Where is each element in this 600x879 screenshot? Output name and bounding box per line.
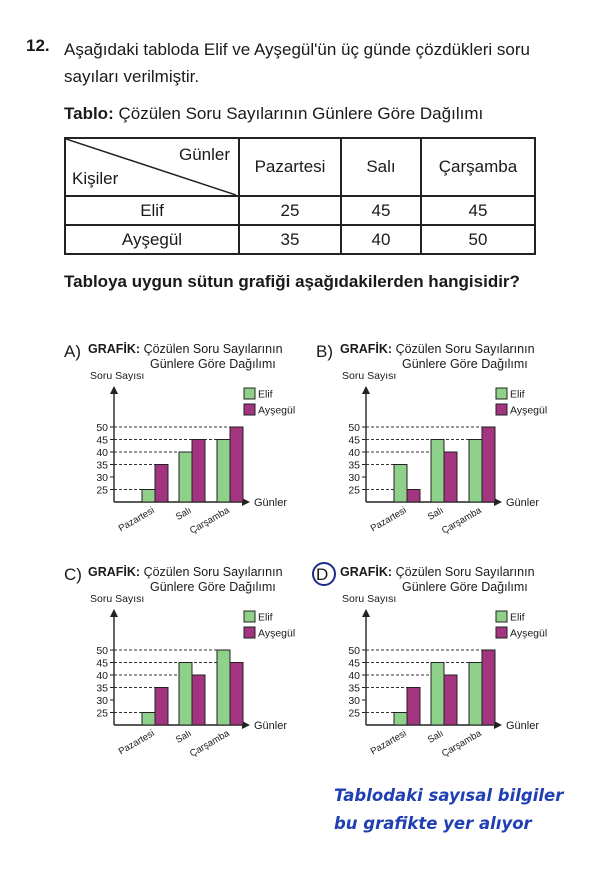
x-tick-label: Salı bbox=[425, 728, 446, 746]
y-axis-label: Soru Sayısı bbox=[342, 593, 397, 605]
answer-circle-mark bbox=[312, 562, 336, 586]
x-tick-label: Çarşamba bbox=[440, 728, 484, 760]
chart-title-line2: Günlere Göre Dağılımı bbox=[402, 580, 528, 594]
table-row-label: Elif bbox=[65, 196, 239, 225]
y-tick-label: 30 bbox=[96, 695, 108, 707]
y-axis-label: Soru Sayısı bbox=[90, 370, 145, 382]
table-cell: 45 bbox=[341, 196, 421, 225]
corner-top-label: Günler bbox=[178, 145, 230, 164]
bar-ayşegül bbox=[444, 452, 457, 502]
chart-title-bold: GRAFİK: bbox=[340, 565, 396, 579]
legend-label: Ayşegül bbox=[510, 404, 548, 417]
legend-label: Ayşegül bbox=[258, 627, 296, 640]
table-corner-cell bbox=[65, 138, 239, 196]
table-cell: 50 bbox=[421, 225, 535, 254]
y-axis-label: Soru Sayısı bbox=[90, 593, 145, 605]
legend-swatch bbox=[496, 388, 507, 399]
y-tick-label: 40 bbox=[348, 447, 360, 459]
bar-ayşegül bbox=[444, 675, 457, 725]
y-tick-label: 40 bbox=[348, 670, 360, 682]
bar-ayşegül bbox=[482, 427, 495, 502]
x-tick-label: Salı bbox=[173, 728, 194, 746]
chart-title-line2: Günlere Göre Dağılımı bbox=[150, 357, 276, 371]
bar-elif bbox=[431, 440, 444, 503]
table-cell: 40 bbox=[341, 225, 421, 254]
y-tick-label: 50 bbox=[96, 645, 108, 657]
legend-label: Elif bbox=[258, 388, 273, 401]
y-tick-label: 50 bbox=[348, 422, 360, 434]
option-a[interactable] bbox=[64, 342, 324, 557]
legend-label: Ayşegül bbox=[258, 404, 296, 417]
legend-swatch bbox=[496, 404, 507, 415]
legend-swatch bbox=[496, 627, 507, 638]
y-axis-label: Soru Sayısı bbox=[342, 370, 397, 382]
y-tick-label: 45 bbox=[96, 657, 108, 670]
bar-elif bbox=[469, 440, 482, 503]
table-caption-bold: Tablo: bbox=[64, 104, 114, 123]
bar-elif bbox=[142, 490, 155, 503]
option-d[interactable] bbox=[316, 565, 576, 780]
table-caption-text: Çözülen Soru Sayılarının Günlere Göre Dağılımı bbox=[118, 104, 484, 123]
table-header-cell: Salı bbox=[341, 138, 421, 196]
bar-elif bbox=[142, 713, 155, 726]
bar-elif bbox=[217, 440, 230, 503]
bar-chart bbox=[316, 593, 576, 783]
chart-title-line1: Çözülen Soru Sayılarının bbox=[395, 565, 535, 579]
bar-chart bbox=[64, 593, 324, 783]
table-row bbox=[65, 196, 535, 225]
bar-ayşegül bbox=[407, 490, 420, 503]
x-tick-label: Salı bbox=[173, 505, 194, 523]
x-axis-label: Günler bbox=[254, 497, 288, 509]
legend-swatch bbox=[244, 388, 255, 399]
table-row bbox=[65, 225, 535, 254]
bar-elif bbox=[179, 663, 192, 726]
bar-ayşegül bbox=[482, 650, 495, 725]
legend-label: Elif bbox=[510, 388, 525, 401]
table-header-cell: Pazartesi bbox=[239, 138, 341, 196]
option-letter: B) bbox=[316, 342, 333, 361]
bar-chart bbox=[64, 370, 324, 560]
y-tick-label: 50 bbox=[96, 422, 108, 434]
y-tick-label: 35 bbox=[348, 459, 360, 472]
legend-label: Elif bbox=[258, 611, 273, 624]
bar-chart bbox=[316, 370, 576, 560]
question-text: Aşağıdaki tabloda Elif ve Ayşegül'ün üç günde çözdükleri soru sayıları verilmiştir. bbox=[64, 40, 531, 86]
y-tick-label: 30 bbox=[348, 695, 360, 707]
bar-elif bbox=[394, 465, 407, 503]
x-tick-label: Salı bbox=[425, 505, 446, 523]
table-cell: 25 bbox=[239, 196, 341, 225]
legend-label: Ayşegül bbox=[510, 627, 548, 640]
x-axis-label: Günler bbox=[254, 720, 288, 732]
option-letter: D bbox=[316, 565, 328, 585]
x-tick-label: Pazartesi bbox=[368, 505, 409, 535]
x-tick-label: Pazartesi bbox=[368, 728, 409, 758]
chart-title bbox=[88, 342, 328, 357]
table-cell: 35 bbox=[239, 225, 341, 254]
option-letter: C) bbox=[64, 565, 82, 584]
x-tick-label: Pazartesi bbox=[116, 505, 157, 535]
option-c[interactable] bbox=[64, 565, 324, 780]
x-tick-label: Pazartesi bbox=[116, 728, 157, 758]
y-tick-label: 40 bbox=[96, 447, 108, 459]
table-row-label: Ayşegül bbox=[65, 225, 239, 254]
chart-title-line1: Çözülen Soru Sayılarının bbox=[395, 342, 535, 356]
bar-elif bbox=[394, 713, 407, 726]
y-tick-label: 45 bbox=[96, 434, 108, 447]
x-tick-label: Çarşamba bbox=[440, 505, 484, 537]
bar-ayşegül bbox=[155, 688, 168, 726]
chart-title bbox=[88, 565, 328, 580]
legend-label: Elif bbox=[510, 611, 525, 624]
bar-elif bbox=[431, 663, 444, 726]
chart-title-line1: Çözülen Soru Sayılarının bbox=[143, 565, 283, 579]
bar-ayşegül bbox=[155, 465, 168, 503]
legend-swatch bbox=[496, 611, 507, 622]
bar-ayşegül bbox=[192, 440, 205, 503]
data-table bbox=[64, 137, 536, 255]
corner-bottom-label: Kişiler bbox=[72, 169, 119, 188]
y-tick-label: 25 bbox=[348, 707, 360, 720]
question-prompt: Tabloya uygun sütun grafiği aşağıdakilerden hangisidir? bbox=[64, 272, 520, 291]
chart-title-line1: Çözülen Soru Sayılarının bbox=[143, 342, 283, 356]
question-number: 12. bbox=[26, 36, 50, 55]
option-letter: A) bbox=[64, 342, 81, 361]
table-caption bbox=[64, 104, 483, 124]
y-tick-label: 35 bbox=[96, 682, 108, 695]
bar-elif bbox=[469, 663, 482, 726]
table-cell: 45 bbox=[421, 196, 535, 225]
chart-title bbox=[340, 342, 580, 357]
y-axis-arrow bbox=[362, 609, 370, 617]
chart-title bbox=[340, 565, 580, 580]
x-axis-label: Günler bbox=[506, 720, 540, 732]
bar-elif bbox=[217, 650, 230, 725]
handwritten-note-line2: bu grafikte yer alıyor bbox=[334, 814, 532, 833]
chart-title-line2: Günlere Göre Dağılımı bbox=[150, 580, 276, 594]
bar-ayşegül bbox=[407, 688, 420, 726]
y-tick-label: 35 bbox=[348, 682, 360, 695]
x-axis-label: Günler bbox=[506, 497, 540, 509]
handwritten-note-line1: Tablodaki sayısal bilgiler bbox=[334, 786, 564, 805]
bar-ayşegül bbox=[192, 675, 205, 725]
y-tick-label: 45 bbox=[348, 434, 360, 447]
y-tick-label: 25 bbox=[348, 484, 360, 497]
y-axis-arrow bbox=[110, 609, 118, 617]
y-tick-label: 35 bbox=[96, 459, 108, 472]
legend-swatch bbox=[244, 611, 255, 622]
y-tick-label: 45 bbox=[348, 657, 360, 670]
chart-title-bold: GRAFİK: bbox=[340, 342, 396, 356]
legend-swatch bbox=[244, 404, 255, 415]
option-b[interactable] bbox=[316, 342, 576, 557]
y-tick-label: 50 bbox=[348, 645, 360, 657]
y-axis-arrow bbox=[362, 386, 370, 394]
y-tick-label: 30 bbox=[96, 472, 108, 484]
chart-title-line2: Günlere Göre Dağılımı bbox=[402, 357, 528, 371]
y-tick-label: 30 bbox=[348, 472, 360, 484]
y-axis-arrow bbox=[110, 386, 118, 394]
x-tick-label: Çarşamba bbox=[188, 728, 232, 760]
legend-swatch bbox=[244, 627, 255, 638]
bar-elif bbox=[179, 452, 192, 502]
bar-ayşegül bbox=[230, 663, 243, 726]
x-tick-label: Çarşamba bbox=[188, 505, 232, 537]
y-tick-label: 25 bbox=[96, 707, 108, 720]
bar-ayşegül bbox=[230, 427, 243, 502]
table-header-cell: Çarşamba bbox=[421, 138, 535, 196]
y-tick-label: 40 bbox=[96, 670, 108, 682]
chart-title-bold: GRAFİK: bbox=[88, 565, 144, 579]
chart-title-bold: GRAFİK: bbox=[88, 342, 144, 356]
y-tick-label: 25 bbox=[96, 484, 108, 497]
